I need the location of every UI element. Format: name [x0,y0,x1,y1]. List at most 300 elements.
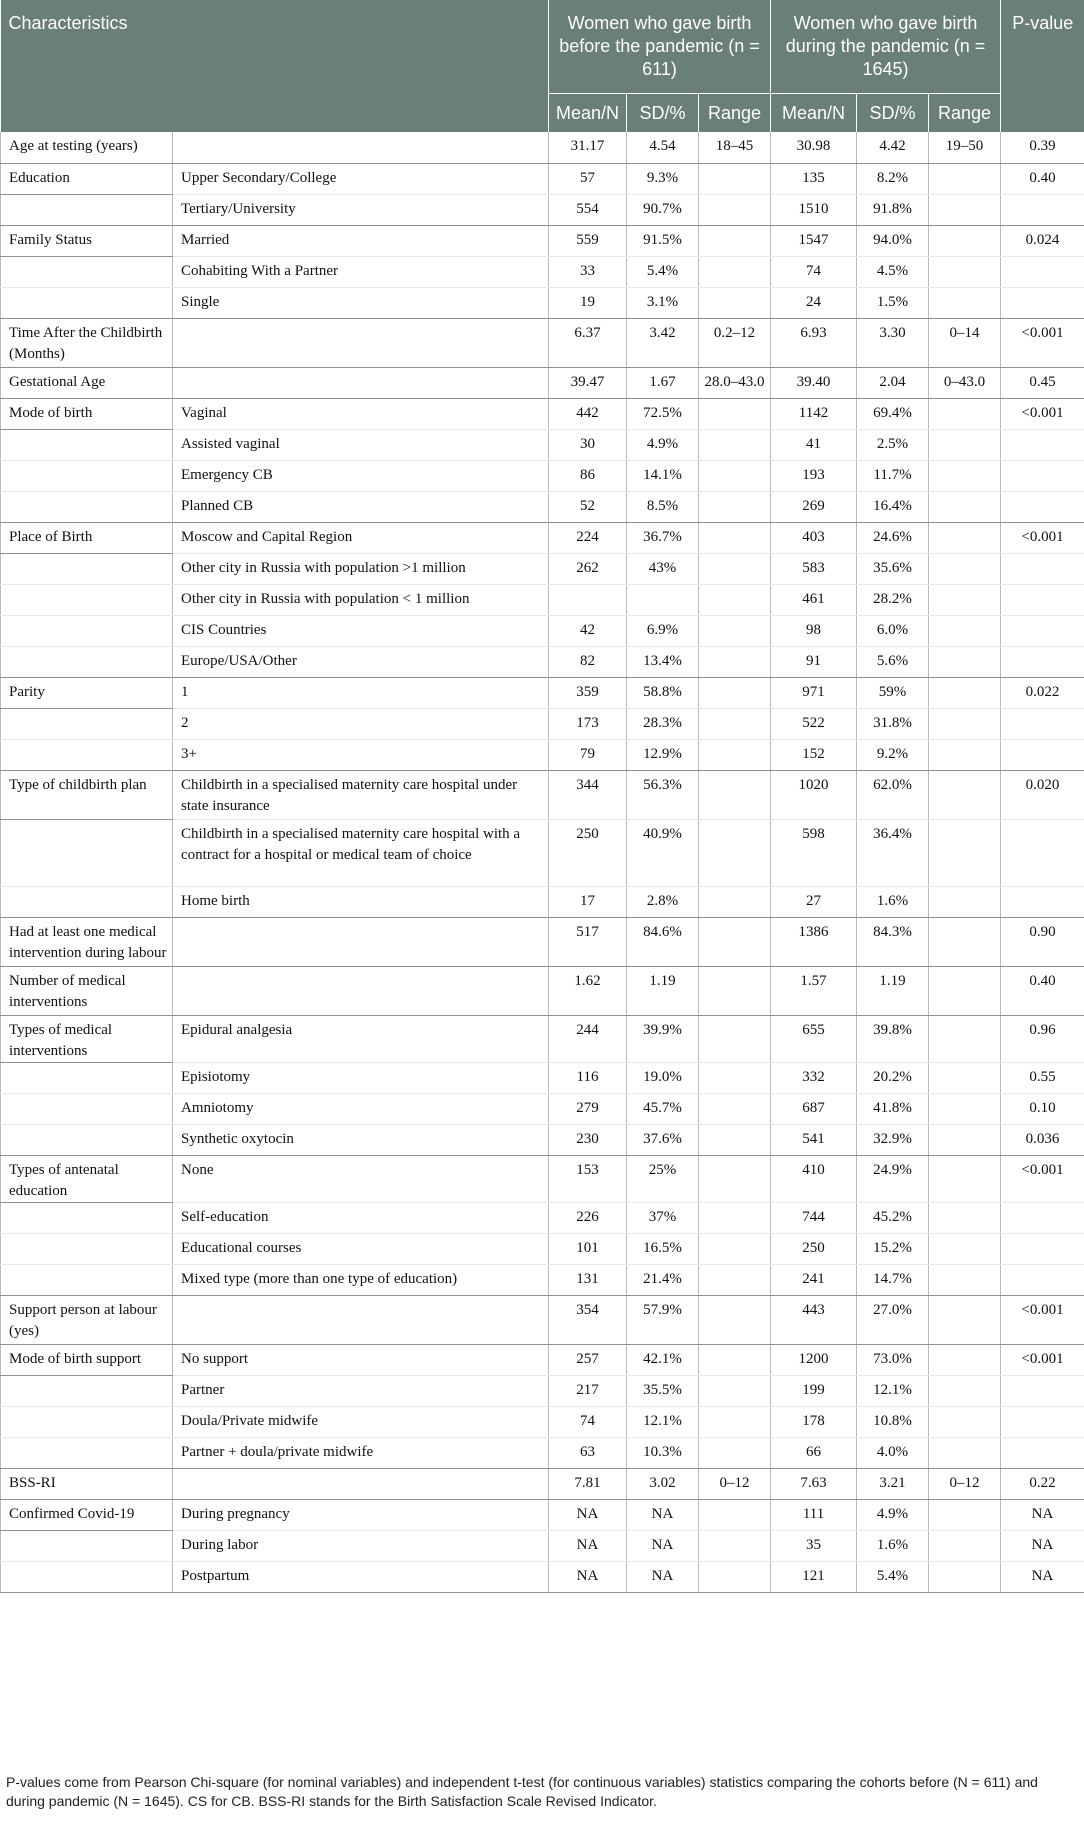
table-row [1,708,1084,739]
cell-during-sd: 14.7% [857,1264,929,1295]
table-row [1,1062,1084,1093]
cell-during-mean: 403 [771,522,857,553]
table-row [1,460,1084,491]
cell-p-value [1001,287,1084,318]
cell-p-value [1001,1233,1084,1264]
cell-during-mean: 1200 [771,1344,857,1375]
row-label [1,1062,173,1093]
cell-p-value [1001,615,1084,646]
row-sublabel: CIS Countries [173,615,549,646]
table-row [1,739,1084,770]
cell-during-sd: 1.6% [857,886,929,917]
cell-before-mean: 153 [549,1155,627,1202]
cell-during-mean: 27 [771,886,857,917]
cell-during-mean: 91 [771,646,857,677]
cell-p-value: NA [1001,1530,1084,1561]
cell-during-range [929,1233,1001,1264]
cell-during-sd: 28.2% [857,584,929,615]
cell-p-value: 0.96 [1001,1015,1084,1062]
cell-before-sd: 6.9% [627,615,699,646]
cell-p-value [1001,708,1084,739]
cell-before-range: 0.2–12 [699,318,771,367]
row-sublabel: During labor [173,1530,549,1561]
cell-p-value: <0.001 [1001,522,1084,553]
row-sublabel: Doula/Private midwife [173,1406,549,1437]
cell-before-mean: 279 [549,1093,627,1124]
cell-before-mean: 1.62 [549,966,627,1015]
cell-before-range [699,287,771,318]
table-row [1,1202,1084,1233]
cell-during-range [929,1437,1001,1468]
cell-before-range [699,615,771,646]
cell-before-range [699,1406,771,1437]
cell-before-sd: 72.5% [627,398,699,429]
row-sublabel: Mixed type (more than one type of education) [173,1264,549,1295]
table-row [1,1468,1084,1499]
cell-before-mean: 39.47 [549,367,627,398]
cell-during-mean: 193 [771,460,857,491]
table-row [1,163,1084,194]
cell-before-sd: 3.42 [627,318,699,367]
row-label [1,1437,173,1468]
cell-during-range [929,1015,1001,1062]
cell-before-sd: 37.6% [627,1124,699,1155]
cell-during-mean: 655 [771,1015,857,1062]
row-label [1,584,173,615]
table-row [1,1437,1084,1468]
row-label [1,819,173,886]
cell-before-sd: 3.1% [627,287,699,318]
row-sublabel: Married [173,225,549,256]
header-p-value: P-value [1001,0,1084,132]
row-sublabel: Other city in Russia with population < 1 million [173,584,549,615]
cell-before-range [699,398,771,429]
cell-before-range [699,460,771,491]
table-row [1,1406,1084,1437]
cell-before-mean: 19 [549,287,627,318]
row-label: Types of medical interventions [1,1015,173,1062]
cell-before-mean: 30 [549,429,627,460]
cell-before-range [699,1062,771,1093]
cell-during-sd: 24.9% [857,1155,929,1202]
row-sublabel: 3+ [173,739,549,770]
row-label [1,886,173,917]
cell-during-sd: 59% [857,677,929,708]
cell-p-value [1001,491,1084,522]
row-sublabel: Cohabiting With a Partner [173,256,549,287]
row-sublabel: Epidural analgesia [173,1015,549,1062]
row-sublabel: Europe/USA/Other [173,646,549,677]
row-sublabel: Partner [173,1375,549,1406]
cell-p-value: 0.40 [1001,163,1084,194]
cell-during-sd: 41.8% [857,1093,929,1124]
cell-during-mean: 35 [771,1530,857,1561]
cell-during-range [929,1344,1001,1375]
cell-during-sd: 45.2% [857,1202,929,1233]
cell-before-mean: 230 [549,1124,627,1155]
cell-p-value [1001,739,1084,770]
cell-during-range [929,584,1001,615]
cell-during-range [929,819,1001,886]
cell-before-sd: 9.3% [627,163,699,194]
table-row [1,491,1084,522]
table-row [1,615,1084,646]
row-sublabel: None [173,1155,549,1202]
row-label: Mode of birth support [1,1344,173,1375]
cell-before-mean: 116 [549,1062,627,1093]
table-row [1,1295,1084,1344]
row-sublabel: Synthetic oxytocin [173,1124,549,1155]
cell-during-sd: 1.6% [857,1530,929,1561]
row-label [1,1561,173,1592]
cell-before-sd: 39.9% [627,1015,699,1062]
cell-during-mean: 1510 [771,194,857,225]
cell-before-mean: 359 [549,677,627,708]
cell-before-sd: 12.1% [627,1406,699,1437]
row-label [1,1093,173,1124]
row-sublabel [173,367,549,398]
cell-p-value [1001,256,1084,287]
cell-before-sd: 84.6% [627,917,699,966]
cell-before-range [699,1561,771,1592]
cell-before-sd: 5.4% [627,256,699,287]
cell-before-mean: 63 [549,1437,627,1468]
row-label [1,194,173,225]
cell-before-mean: 173 [549,708,627,739]
cell-before-range [699,584,771,615]
cell-during-sd: 8.2% [857,163,929,194]
cell-before-sd: 90.7% [627,194,699,225]
row-label [1,708,173,739]
row-label [1,1264,173,1295]
cell-during-sd: 5.4% [857,1561,929,1592]
cell-during-mean: 1386 [771,917,857,966]
cell-during-range [929,398,1001,429]
row-sublabel: 2 [173,708,549,739]
row-label [1,491,173,522]
cell-p-value [1001,1406,1084,1437]
table-body [1,132,1084,1592]
cell-before-sd: 3.02 [627,1468,699,1499]
row-sublabel [173,966,549,1015]
cell-before-sd: NA [627,1499,699,1530]
cell-before-sd: 8.5% [627,491,699,522]
cell-before-sd: 56.3% [627,770,699,819]
cell-during-sd: 20.2% [857,1062,929,1093]
cell-before-range [699,553,771,584]
cell-during-range [929,1155,1001,1202]
header-group-during: Women who gave birth during the pandemic (n = 1645) [771,0,1001,94]
cell-during-sd: 39.8% [857,1015,929,1062]
row-label [1,615,173,646]
row-label [1,460,173,491]
cell-before-range [699,708,771,739]
table-row [1,522,1084,553]
cell-p-value: 0.45 [1001,367,1084,398]
table-row [1,287,1084,318]
table-row [1,677,1084,708]
row-sublabel: Planned CB [173,491,549,522]
cell-during-range [929,708,1001,739]
cell-p-value [1001,646,1084,677]
table-row [1,1093,1084,1124]
cell-p-value: 0.40 [1001,966,1084,1015]
table-row [1,367,1084,398]
cell-before-mean: 344 [549,770,627,819]
cell-before-mean: 86 [549,460,627,491]
cell-during-mean: 39.40 [771,367,857,398]
cell-during-mean: 744 [771,1202,857,1233]
cell-p-value [1001,1437,1084,1468]
cell-before-range [699,1233,771,1264]
cell-before-sd: 36.7% [627,522,699,553]
row-sublabel: Childbirth in a specialised maternity care hospital with a contract for a hospital or medical team of choice [173,819,549,886]
cell-before-range [699,194,771,225]
cell-p-value: <0.001 [1001,398,1084,429]
cell-before-range [699,917,771,966]
row-label: Education [1,163,173,194]
cell-before-sd: NA [627,1561,699,1592]
cell-during-range [929,646,1001,677]
cell-during-sd: 36.4% [857,819,929,886]
cell-before-range [699,225,771,256]
cell-before-sd: 4.54 [627,132,699,163]
cell-during-range: 19–50 [929,132,1001,163]
cell-during-range [929,677,1001,708]
cell-before-range [699,1264,771,1295]
cell-before-mean: NA [549,1530,627,1561]
cell-during-range [929,1406,1001,1437]
cell-during-range [929,1499,1001,1530]
cell-before-sd: 1.19 [627,966,699,1015]
cell-during-range [929,163,1001,194]
table-row [1,1499,1084,1530]
cell-during-mean: 583 [771,553,857,584]
row-sublabel: Amniotomy [173,1093,549,1124]
cell-during-range [929,1295,1001,1344]
table-row [1,318,1084,367]
cell-during-mean: 1020 [771,770,857,819]
cell-during-range [929,1062,1001,1093]
row-sublabel: Other city in Russia with population >1 million [173,553,549,584]
cell-during-sd: 27.0% [857,1295,929,1344]
cell-during-mean: 178 [771,1406,857,1437]
cell-during-mean: 111 [771,1499,857,1530]
cell-during-mean: 74 [771,256,857,287]
table-row [1,429,1084,460]
cell-before-range [699,256,771,287]
table-row [1,819,1084,886]
cell-during-mean: 269 [771,491,857,522]
cell-during-sd: 12.1% [857,1375,929,1406]
cell-before-range [699,1295,771,1344]
cell-during-sd: 3.30 [857,318,929,367]
cell-before-mean: 33 [549,256,627,287]
table-row [1,1561,1084,1592]
cell-during-sd: 94.0% [857,225,929,256]
row-label: BSS-RI [1,1468,173,1499]
cell-before-sd: 91.5% [627,225,699,256]
cell-before-range [699,163,771,194]
cell-during-mean: 6.93 [771,318,857,367]
subheader-sd-during: SD/% [857,94,929,133]
row-sublabel: Episiotomy [173,1062,549,1093]
table-row [1,553,1084,584]
cell-during-sd: 31.8% [857,708,929,739]
cell-before-range [699,1344,771,1375]
table-row [1,1530,1084,1561]
cell-during-range [929,522,1001,553]
cell-p-value: 0.10 [1001,1093,1084,1124]
cell-before-sd [627,584,699,615]
row-sublabel: Emergency CB [173,460,549,491]
cell-during-mean: 30.98 [771,132,857,163]
cell-before-sd: 10.3% [627,1437,699,1468]
cell-before-sd: 21.4% [627,1264,699,1295]
cell-before-range [699,1015,771,1062]
row-sublabel: Postpartum [173,1561,549,1592]
table-row [1,770,1084,819]
cell-before-range [699,770,771,819]
table-row [1,398,1084,429]
cell-during-sd: 5.6% [857,646,929,677]
cell-during-sd: 32.9% [857,1124,929,1155]
cell-p-value: 0.39 [1001,132,1084,163]
cell-p-value: <0.001 [1001,318,1084,367]
cell-during-range [929,886,1001,917]
cell-before-mean: 42 [549,615,627,646]
cell-before-range: 18–45 [699,132,771,163]
cell-p-value [1001,460,1084,491]
cell-before-sd: 16.5% [627,1233,699,1264]
cell-before-range [699,1155,771,1202]
row-label [1,287,173,318]
cell-before-mean [549,584,627,615]
cell-before-range [699,429,771,460]
row-label: Confirmed Covid-19 [1,1499,173,1530]
cell-during-range [929,1202,1001,1233]
cell-before-mean: 244 [549,1015,627,1062]
table-row [1,966,1084,1015]
subheader-mean-before: Mean/N [549,94,627,133]
cell-during-range [929,1375,1001,1406]
cell-p-value [1001,819,1084,886]
row-label [1,256,173,287]
cell-during-sd: 10.8% [857,1406,929,1437]
cell-p-value [1001,1264,1084,1295]
row-sublabel: Assisted vaginal [173,429,549,460]
cell-p-value: 0.022 [1001,677,1084,708]
cell-during-sd: 1.5% [857,287,929,318]
cell-during-mean: 687 [771,1093,857,1124]
cell-during-mean: 1142 [771,398,857,429]
table-row [1,132,1084,163]
header-row [1,0,1084,94]
cell-during-mean: 241 [771,1264,857,1295]
table-row [1,1155,1084,1202]
cell-before-range [699,886,771,917]
row-label [1,1202,173,1233]
cell-during-sd: 84.3% [857,917,929,966]
cell-during-sd: 4.42 [857,132,929,163]
row-label [1,646,173,677]
cell-during-sd: 15.2% [857,1233,929,1264]
cell-before-sd: 14.1% [627,460,699,491]
cell-before-mean: 6.37 [549,318,627,367]
row-sublabel: Single [173,287,549,318]
row-sublabel [173,1468,549,1499]
cell-before-sd: 2.8% [627,886,699,917]
cell-during-sd: 91.8% [857,194,929,225]
cell-before-mean: 131 [549,1264,627,1295]
header-group-before: Women who gave birth before the pandemic (n = 611) [549,0,771,94]
cell-p-value [1001,584,1084,615]
table-row [1,886,1084,917]
cell-during-range [929,287,1001,318]
row-label: Mode of birth [1,398,173,429]
header-characteristics: Characteristics [1,0,549,132]
cell-during-range [929,615,1001,646]
cell-during-sd: 4.5% [857,256,929,287]
row-label [1,429,173,460]
cell-before-mean: 31.17 [549,132,627,163]
row-label: Number of medical interventions [1,966,173,1015]
table-row [1,194,1084,225]
table-row [1,225,1084,256]
row-label [1,1375,173,1406]
cell-during-mean: 541 [771,1124,857,1155]
cell-p-value [1001,553,1084,584]
cell-during-range [929,491,1001,522]
cell-during-range [929,1530,1001,1561]
row-label [1,1233,173,1264]
cell-during-sd: 2.04 [857,367,929,398]
cell-during-range [929,256,1001,287]
row-sublabel [173,1295,549,1344]
cell-before-mean: 57 [549,163,627,194]
table-footnote: P-values come from Pearson Chi-square (for nominal variables) and independent t-test (for continuous variables) statistics comparing the cohorts before (N = 611) and during pandemic (N = 1645). CS for CB. BSS-RI stands for the Birth Satisfaction Scale Revised Indicator. [6,1774,1038,1809]
cell-p-value [1001,429,1084,460]
cell-before-mean: NA [549,1561,627,1592]
cell-before-mean: 354 [549,1295,627,1344]
table-row [1,584,1084,615]
subheader-range-during: Range [929,94,1001,133]
cell-during-range [929,460,1001,491]
row-sublabel: Educational courses [173,1233,549,1264]
cell-during-sd: 6.0% [857,615,929,646]
cell-during-sd: 16.4% [857,491,929,522]
cell-during-sd: 1.19 [857,966,929,1015]
cell-before-mean: 79 [549,739,627,770]
row-sublabel: 1 [173,677,549,708]
cell-p-value [1001,1202,1084,1233]
cell-before-range [699,1530,771,1561]
table-row [1,1264,1084,1295]
cell-during-mean: 66 [771,1437,857,1468]
cell-before-sd: 40.9% [627,819,699,886]
cell-before-range [699,966,771,1015]
row-sublabel [173,318,549,367]
cell-during-range [929,429,1001,460]
cell-p-value: 0.22 [1001,1468,1084,1499]
table-row [1,1344,1084,1375]
cell-during-range [929,1561,1001,1592]
cell-during-sd: 2.5% [857,429,929,460]
cell-during-range [929,1093,1001,1124]
cell-during-sd: 11.7% [857,460,929,491]
cell-before-range: 0–12 [699,1468,771,1499]
cell-before-mean: NA [549,1499,627,1530]
